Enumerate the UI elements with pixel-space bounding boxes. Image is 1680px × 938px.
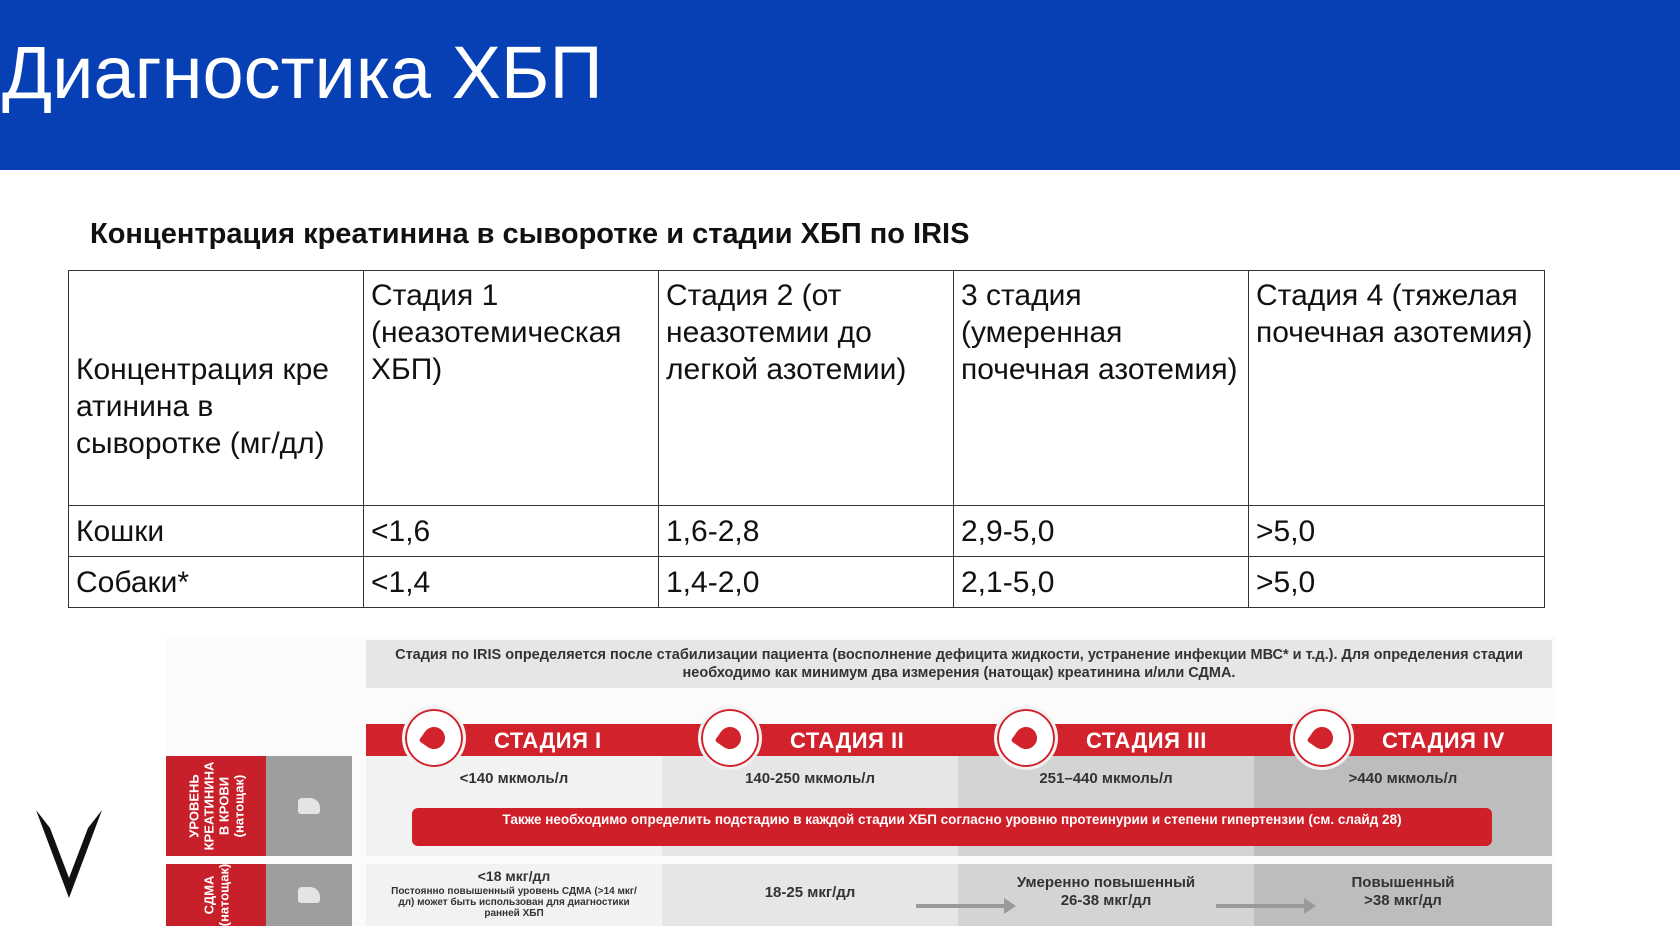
title-bar <box>0 0 1680 170</box>
table-cell: 2,9-5,0 <box>954 506 1249 557</box>
table-row-dogs <box>69 557 1545 608</box>
header-cell-stage-4: Стадия 4 (тяжелая почечная азотемия) <box>1249 271 1545 506</box>
header-cell-concentration: Концентрация кре атинина в сыворотке (мг/дл) <box>69 271 364 506</box>
stage-header-1 <box>366 706 662 756</box>
kidney-icon <box>994 706 1058 770</box>
cat-dog-icon <box>266 864 352 926</box>
creatinine-label-text: УРОВЕНЬ КРЕАТИНИНА В КРОВИ (натощак) <box>186 761 246 851</box>
stage-header-3 <box>958 706 1254 756</box>
header-cell-stage-2: Стадия 2 (от неазотемии до легкой азотемии) <box>659 271 954 506</box>
sdma-stage-4 <box>1254 864 1552 926</box>
table-cell: <1,4 <box>364 557 659 608</box>
infographic-note: Стадия по IRIS определяется после стабилизации пациента (восполнение дефицита жидкости, устранение инфекции МВС* и т.д.). Для определения стадии необходимо как минимум два измерения (натощак) креатинина и/или СДМА. <box>366 640 1552 688</box>
stage-title-3: СТАДИЯ III <box>1086 728 1207 753</box>
stage-header-4 <box>1254 706 1550 756</box>
creatinine-row-label <box>166 756 266 856</box>
sdma-value-stage-4-line1: Повышенный <box>1351 874 1455 891</box>
stage-title-4: СТАДИЯ IV <box>1382 728 1505 753</box>
sdma-value-stage-3-line1: Умеренно повышенный <box>1016 874 1196 891</box>
table-cell: 1,4-2,0 <box>659 557 954 608</box>
slide-title: Диагностика ХБП <box>2 31 603 114</box>
sdma-value-stage-4-line2: >38 мкг/дл <box>1364 892 1442 909</box>
sdma-stage-1 <box>366 864 662 926</box>
table-cell: <1,6 <box>364 506 659 557</box>
row-label: Кошки <box>69 506 364 557</box>
sdma-label-text: СДМА (натощак) <box>201 863 231 927</box>
creatinine-value-stage-1: <140 мкмоль/л <box>459 770 569 787</box>
arrow-icon <box>916 904 1006 908</box>
sdma-value-stage-3-line2: 26-38 мкг/дл <box>1060 892 1152 909</box>
table-cell: 2,1-5,0 <box>954 557 1249 608</box>
table-cell: >5,0 <box>1249 506 1545 557</box>
header-cell-stage-3: 3 стадия (умеренная почечная азотемия) <box>954 271 1249 506</box>
sdma-row-label <box>166 864 266 926</box>
iris-stage-table <box>68 270 1545 608</box>
table-caption: Концентрация креатинина в сыворотке и стадии ХБП по IRIS <box>90 218 970 250</box>
kidney-icon <box>402 706 466 770</box>
logo-icon <box>34 808 104 900</box>
sdma-value-stage-2: 18-25 мкг/дл <box>764 884 856 901</box>
stage-title-2: СТАДИЯ II <box>790 728 905 753</box>
sdma-value-stage-1: <18 мкг/дл <box>477 868 551 884</box>
substage-banner: Также необходимо определить подстадию в каждой стадии ХБП согласно уровню протеинурии и степени гипертензии (см. слайд 28) <box>412 808 1492 846</box>
creatinine-value-stage-2: 140-250 мкмоль/л <box>745 770 875 787</box>
sdma-note-stage-1: Постоянно повышенный уровень СДМА (>14 мкг/дл) может быть использован для диагностики ранней ХБП <box>391 886 637 919</box>
sdma-stage-3 <box>958 864 1254 926</box>
sdma-stage-2 <box>662 864 958 926</box>
table-header-row <box>69 271 1545 506</box>
table-cell: >5,0 <box>1249 557 1545 608</box>
arrow-icon <box>1216 904 1306 908</box>
stage-header-2 <box>662 706 958 756</box>
kidney-icon <box>698 706 762 770</box>
table-row-cats <box>69 506 1545 557</box>
cat-dog-icon <box>266 756 352 856</box>
table-cell: 1,6-2,8 <box>659 506 954 557</box>
row-label: Собаки* <box>69 557 364 608</box>
kidney-icon <box>1290 706 1354 770</box>
creatinine-value-stage-3: 251–440 мкмоль/л <box>1039 770 1173 787</box>
creatinine-value-stage-4: >440 мкмоль/л <box>1348 770 1458 787</box>
header-cell-stage-1: Стадия 1 (неазотемическая ХБП) <box>364 271 659 506</box>
iris-infographic <box>166 636 1556 926</box>
stage-title-1: СТАДИЯ I <box>494 728 602 753</box>
